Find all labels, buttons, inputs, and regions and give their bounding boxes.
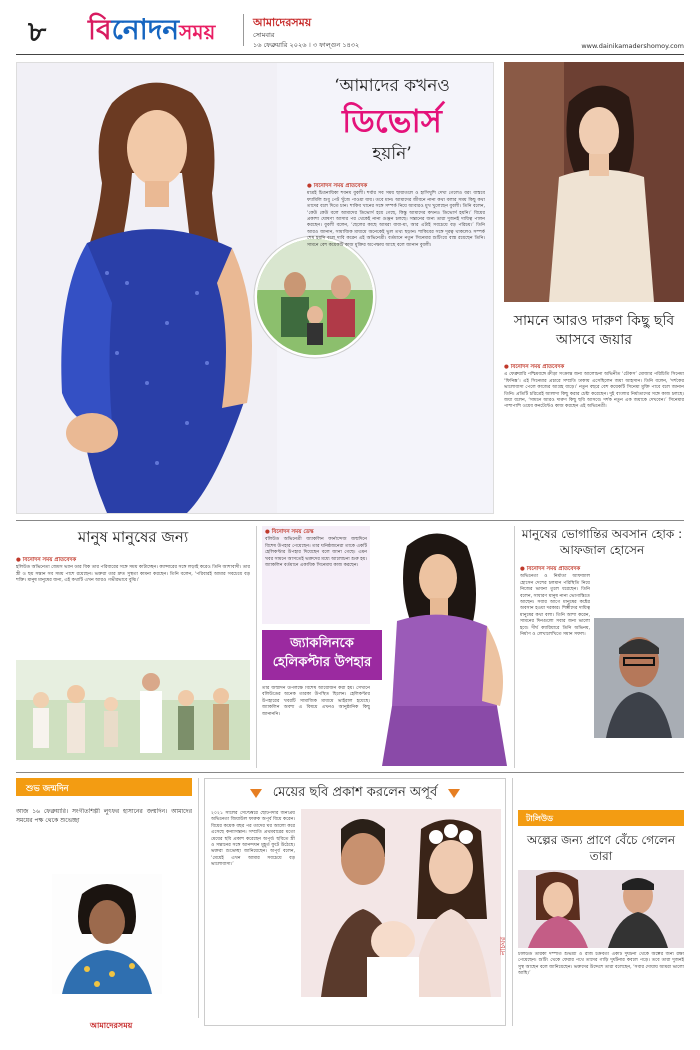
jaya-body-text: এ ফেব্রুয়ারি পশ্চিমবঙ্গে ক্রীড়া সংক্রান্ত জন্য আলোচনা অভিনীত ‘চৌকস’ মোজার পরিচিতি সিনেমা ‘ফিনিক্স’। এই সিনেমার প্রচারে সম্প্রতি ঢাকায় এসেছিলেন জয়া আহসান। তিনি বলেন, ‘দর্শকের ভালোবাসা পেলে কাজের আগ্রহ বাড়ে।’ নতুন বছরে বেশ কয়েকটি সিনেমা মুক্তি পাবে বলে জানান তিনি। প্রতিটি চরিত্রেই আলাদা কিছু করার চেষ্টা করেছেন। দুই বাংলার নির্মাতাদের সঙ্গে কাজ চলছে। জয়া বলেন, ‘সামনে আরও দারুণ কিছু ছবি আসবে। দর্শক নতুন এক জয়াকে দেখবেন।’ সিনেমার পাশাপাশি ওয়েব কনটেন্টেও কাজ করছেন এই অভিনেত্রী।	[504, 372, 684, 410]
afzal-byline: ● বিনোদন সময় প্রতিবেদক	[520, 566, 581, 572]
jaya-body	[504, 364, 684, 512]
birthday-box	[16, 778, 192, 1000]
section-brand-part2: নোদন	[111, 13, 180, 46]
jaya-byline: ● বিনোদন সময় প্রতিবেদক	[504, 364, 565, 370]
lead-headline-line1: ‘আমাদের কখনও	[334, 76, 450, 96]
birthday-text: আজ ১৬ ফেব্রুয়ারি। সংগীতশিল্পী লুৎফর হাসানের জন্মদিন। আমাদের সময়ের পক্ষ থেকে শুভেচ্ছা	[16, 808, 192, 824]
tollywood-couple-photo	[518, 870, 684, 948]
side-label: নাচঘর	[499, 936, 507, 955]
lead-headline-line3: হয়নি’	[372, 144, 412, 164]
apurba-family-photo	[301, 809, 501, 997]
birthday-banner-text: শুভ জন্মদিন	[26, 784, 69, 794]
lead-story	[16, 62, 494, 514]
afzal-body	[520, 566, 590, 764]
manush-byline: ● বিনোদন সময় প্রতিবেদক	[16, 557, 77, 563]
tollywood-story	[518, 810, 684, 1026]
masthead	[0, 0, 700, 58]
manush-story	[16, 526, 250, 762]
apurba-headline: মেয়ের ছবি প্রকাশ করলেন অপূর্ব	[272, 785, 438, 800]
jacqueline-photo	[372, 526, 510, 766]
manush-body	[16, 557, 250, 657]
apurba-body: ২০২১ সালের সেপ্টেম্বরে ছোটপর্দার জনপ্রিয় অভিনেতা জিয়াউল ফারুক অপূর্ব বিয়ে করেন। বিয়ের কয়েক বছর পর তাদের ঘর আলো করে এসেছে কন্যাসন্তান। সম্প্রতি প্রথমবারের মতো মেয়ের ছবি প্রকাশ করেছেন অপূর্ব। ছবিতে স্ত্রী ও সন্তানের সঙ্গে আনন্দঘন মুহূর্ত ফুটে উঠেছে। ভক্তরা শুভেচ্ছা জানিয়েছেন। অপূর্ব বলেন, ‘মেয়েই এখন আমার সবচেয়ে বড় ভালোবাসা।’	[211, 811, 295, 868]
afzal-body-text: অভিনেতা ও নির্মাতা আফজাল হোসেন দেশের চলমান পরিস্থিতি নিয়ে নিজের ভাবনা তুলে ধরেছেন। তিনি বলেন, সাধারণ মানুষ নানা ভোগান্তিতে আছেন। সবার আগে মানুষের কষ্টের অবসান হওয়া দরকার। শিল্পীদের দায়িত্ব মানুষের কথা বলা। তিনি আশা করেন, সামনের দিনগুলো সবার জন্য ভালো হবে। দীর্ঘ ক্যারিয়ারে তিনি অভিনয়, নির্মাণ ও লেখালেখিতে সমান সফল।	[520, 574, 590, 638]
jacqueline-title-box	[262, 630, 382, 680]
birthday-banner	[16, 778, 192, 796]
footer-paper-logo: আমাদেরসময়	[90, 1021, 133, 1030]
issue-date: ১৬ ফেব্রুয়ারি ২০২৬ । ৩ ফাল্গুন ১৪৩২	[253, 41, 360, 49]
jacqueline-story	[262, 526, 510, 766]
lead-body	[307, 183, 485, 509]
lead-headline	[307, 73, 477, 169]
section-brand-part3: সময়	[179, 20, 216, 44]
jaya-story	[504, 62, 684, 514]
apurba-headline-arrow-right	[448, 789, 460, 798]
manush-body-text: হলিউড অভিনেতা জেমস ভ্যান ডার বিক তার পরিবারের সঙ্গে সময় কাটাচ্ছেন। ক্যান্সারের সঙ্গে লড়াই করেও তিনি আশাবাদী। তার স্ত্রী ও ছয় সন্তান সব সময় পাশে রয়েছেন। ভক্তরা তার দ্রুত সুস্থতা কামনা করছেন। তিনি বলেন, ‘পরিবারই আমার সবচেয়ে বড় শক্তি। মানুষ মানুষের জন্য, এই কথাটি এখন আরও গভীরভাবে বুঝি।’	[16, 565, 250, 584]
afzal-headline: মানুষের ভোগান্তির অবসান হোক : আফজাল হোসেন	[521, 527, 683, 557]
afzal-story	[520, 526, 684, 766]
paper-logo: আমাদেরসময়	[253, 16, 312, 29]
issue-day: সোমবার	[253, 31, 275, 39]
jacqueline-body-top	[262, 526, 370, 624]
tollywood-headline: অল্পের জন্য প্রাণে বেঁচে গেলেন তারা	[526, 833, 676, 863]
tollywood-banner	[518, 810, 684, 826]
lead-actress-photo	[17, 63, 277, 513]
lead-byline: ● বিনোদন সময় প্রতিবেদক	[307, 183, 368, 189]
section-brand	[88, 8, 215, 55]
apurba-headline-arrow-left	[250, 789, 262, 798]
lead-body-text: মাত্রই চিত্রনায়িকা শবনম বুবলী। শর্বার সব সময় ছায়াতলে ও হাসিখুশি দেখা গেলেও বরং বাস্তবে ফ্যামিলি শুধু পেট খুঁজে পাওয়া যায়। তবে মান। আমাদের জীবনে নানা কথা বলার সময় কিছু কথা তাদের বলে দিতে চান। শাকিব খানের সঙ্গে সম্পর্ক নিয়ে আবারও মুখ খুলেছেন বুবলী। তিনি বলেন, ‘কেউ কেউ বলে আমাদের ডিভোর্স হয়ে গেছে, কিন্তু আমাদের কখনও ডিভোর্স হয়নি।’ বিয়ের প্রকাশ্য ঘোষণা আসার পর থেকেই নানা গুঞ্জন চলছে। সন্তানের জন্য তারা দুজনই দায়িত্ব পালন করছেন। বুবলী বলেন, ‘ছেলের কাছে আমরা বাবা-মা, আর এটাই সবচেয়ে বড় পরিচয়।’ তিনি আরও জানান, সামাজিক মাধ্যমে অনেকেই ভুল তথ্য ছড়ান। শাকিবের সঙ্গে দূরত্ব থাকলেও সম্পর্ক শেষ হয়নি বলে দাবি করেন এই অভিনেত্রী। বর্তমানে নতুন সিনেমার শুটিংয়ে ব্যস্ত রয়েছেন তিনি। সামনে বেশ কয়েকটি কাজ মুক্তির অপেক্ষায় আছে বলে জানান বুবলী।	[307, 191, 485, 248]
lead-headline-highlight: ডিভোর্স	[342, 102, 442, 140]
jacqueline-byline: ● বিনোদন সময় ডেস্ক	[265, 529, 314, 535]
afzal-photo	[594, 618, 684, 738]
tollywood-banner-text: টালিউড	[526, 814, 554, 823]
jacqueline-title: জ্যাকলিনকে হেলিকপ্টার উপহার	[272, 636, 372, 670]
jacqueline-body-top-text: বলিউড অভিনেত্রী জ্যাকলিন ফার্নান্দেজ জন্মদিনে বিশেষ উপহার পেয়েছেন। তার ঘনিষ্ঠজনেরা তাকে একটি হেলিকপ্টার উপহার দিয়েছেন বলে জানা গেছে। এমন খবর সামনে আসতেই ভক্তদের মধ্যে আলোচনা শুরু হয়। জ্যাকলিন বর্তমানে একাধিক সিনেমায় কাজ করছেন।	[265, 537, 367, 569]
lutfor-hasan-photo	[52, 874, 162, 994]
website-link[interactable]: www.dainikamadershomoy.com	[581, 42, 684, 50]
manush-headline: মানুষ মানুষের জন্য	[77, 528, 189, 546]
apurba-story	[204, 778, 506, 1026]
jacqueline-body-bottom: তার জন্মদিন উপলক্ষে বিশেষ আয়োজন করা হয়। সেখানে বলিউডের অনেক তারকা উপস্থিত ছিলেন। হেলিকপ্টার উপহারের খবরটি সামাজিক মাধ্যমে ভাইরাল হয়েছে। জ্যাকলিন অবশ্য এ বিষয়ে এখনও আনুষ্ঠানিক কিছু জানাননি।	[262, 686, 370, 717]
family-group-photo	[16, 660, 250, 760]
page-number: ৮	[28, 15, 47, 48]
section-brand-part1: বি	[88, 13, 112, 46]
jaya-photo	[504, 62, 684, 302]
apurba-headline-row	[205, 779, 505, 804]
jaya-headline: সামনে আরও দারুণ কিছু ছবি আসবে জয়ার	[513, 313, 675, 348]
tollywood-body: টলিউড তারকা দম্পতি শুভশ্রী ও রাজ চক্রবর্তী একটি দুর্ঘটনা থেকে অল্পের জন্য রক্ষা পেয়েছেন। শুটিং থেকে ফেরার পথে তাদের গাড়ি দুর্ঘটনার কবলে পড়ে। তবে তারা দুজনই সুস্থ আছেন বলে জানিয়েছেন। ভক্তদের উদ্দেশে তারা বলেছেন, ‘সবার দোয়ায় আমরা ভালো আছি।’	[518, 952, 684, 977]
